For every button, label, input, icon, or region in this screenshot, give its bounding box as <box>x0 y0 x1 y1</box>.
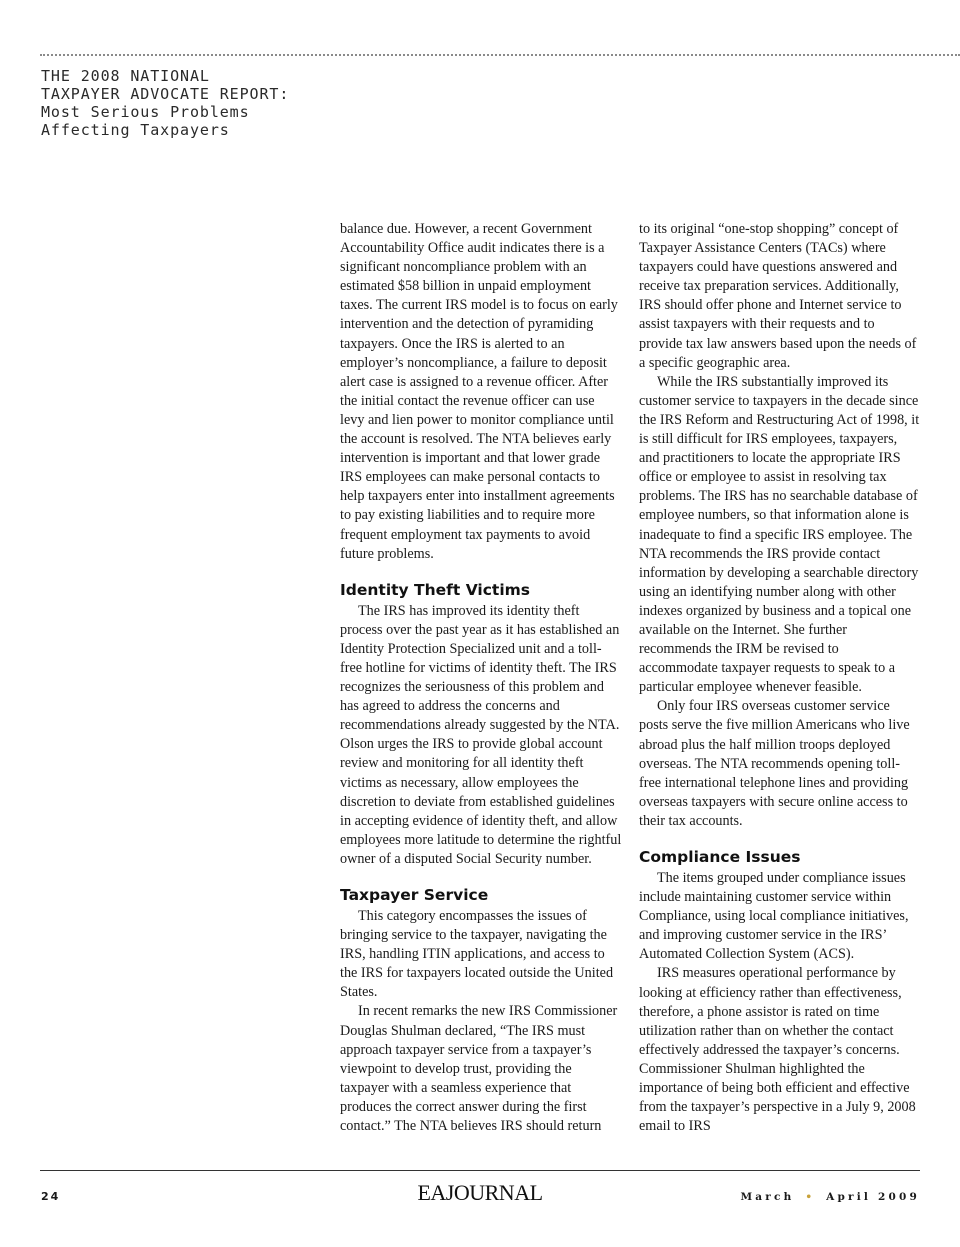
footer-rule <box>40 1170 920 1171</box>
paragraph: balance due. However, a recent Government Accountability Office audit indicates there is a significant noncompliance problem with an estimated $58 billion in unpaid employment taxes. The current IRS model is to focus on early intervention and the detection of pyramiding taxpayers. Once the IRS is alerted to an employer’s noncompliance, a failure to deposit alert case is assigned to a revenue officer. After the initial contact the revenue officer can use levy and lien power to monitor compliance until the account is resolved. The NTA believes early intervention is important and that lower grade IRS employees can make personal contacts to help taxpayers enter into installment agreements to pay existing liabilities and to require more frequent employment tax payments to avoid future problems. <box>340 221 618 562</box>
section-header <box>41 67 289 139</box>
issue-month-2: April 2009 <box>826 1191 920 1203</box>
issue-month-1: March <box>740 1191 795 1203</box>
paragraph: In recent remarks the new IRS Commissioner Douglas Shulman declared, “The IRS must approach taxpayer service from a taxpayer’s viewpoint to develop trust, providing the taxpayer with a seamless experience that produces the correct answer during the first contact.” The NTA believes IRS should return <box>340 1003 618 1135</box>
page-number: 24 <box>41 1190 61 1203</box>
paragraph: The IRS has improved its identity theft process over the past year as it has established an Identity Protection Specialized unit and a toll-free hotline for victims of identity theft. The IRS recognizes the seriousness of this problem and has agreed to address the concerns and recommendations already suggested by the NTA. Olson urges the IRS to provide global account review and monitoring for all identity theft victims as necessary, allow employees the discretion to deviate from established guidelines in accepting evidence of identity theft, and allow employees more latitude to determine the rightful owner of a disputed Social Security number. <box>340 602 622 867</box>
heading-identity-theft: Identity Theft Victims <box>340 580 531 599</box>
top-dotted-rule <box>40 54 960 56</box>
paragraph: Only four IRS overseas customer service posts serve the five million Americans who live abroad plus the half million troops deployed overseas. The NTA recommends opening toll-free international telephone lines and providing overseas taxpayers with secure online access to their tax accounts. <box>639 698 910 829</box>
right-column <box>639 220 921 1136</box>
header-line-2: TAXPAYER ADVOCATE REPORT: <box>41 85 290 103</box>
bullet-separator: • <box>805 1191 816 1203</box>
issue-date <box>740 1191 920 1203</box>
paragraph: to its original “one-stop shopping” concept of Taxpayer Assistance Centers (TACs) where taxpayers could have questions answered and receive tax preparation services. Additionally, IRS should offer phone and Internet service to assist taxpayers with their requests and to provide tax law answers based upon the needs of a specific geographic area. <box>639 221 917 371</box>
paragraph: While the IRS substantially improved its customer service to taxpayers in the decade since the IRS Reform and Restructuring Act of 1998, it is still difficult for IRS employees, taxpayers, and practitioners to locate the appropriate IRS office or employee to assist in resolving tax problems. The IRS has no searchable database of employee numbers, so that information alone is inadequate to find a specific IRS employee. The NTA recommends the IRS provide contact information by developing a searchable directory using an identifying number along with other indexes organized by business and a topical one available on the Internet. She further recommends the IRM be revised to accommodate taxpayer requests to speak to a particular employee whenever feasible. <box>639 373 920 696</box>
header-line-1: THE 2008 NATIONAL <box>41 67 210 85</box>
ea-journal-logo: EAJOURNAL <box>417 1180 543 1205</box>
paragraph: IRS measures operational performance by looking at efficiency rather than effectiveness, therefore, a phone assistor is rated on time utilization rather than on whether the contact effectively addressed the taxpayer’s concerns. Commissioner Shulman highlighted the importance of being both efficient and effective from the taxpayer’s perspective in a July 9, 2008 email to IRS <box>639 965 916 1135</box>
paragraph: The items grouped under compliance issues include maintaining customer service within Compliance, using local compliance initiatives, and improving customer service in the IRS’ Automated Collection System (ACS). <box>639 870 909 963</box>
heading-taxpayer-service: Taxpayer Service <box>340 886 489 904</box>
header-line-3: Most Serious Problems <box>41 103 250 121</box>
paragraph: This category encompasses the issues of bringing service to the taxpayer, navigating the IRS, handling ITIN applications, and access to the IRS for taxpayers located outside the United States. <box>340 908 614 1001</box>
heading-compliance-issues: Compliance Issues <box>639 848 801 866</box>
left-column <box>340 220 622 1136</box>
header-line-4: Affecting Taxpayers <box>41 121 230 139</box>
